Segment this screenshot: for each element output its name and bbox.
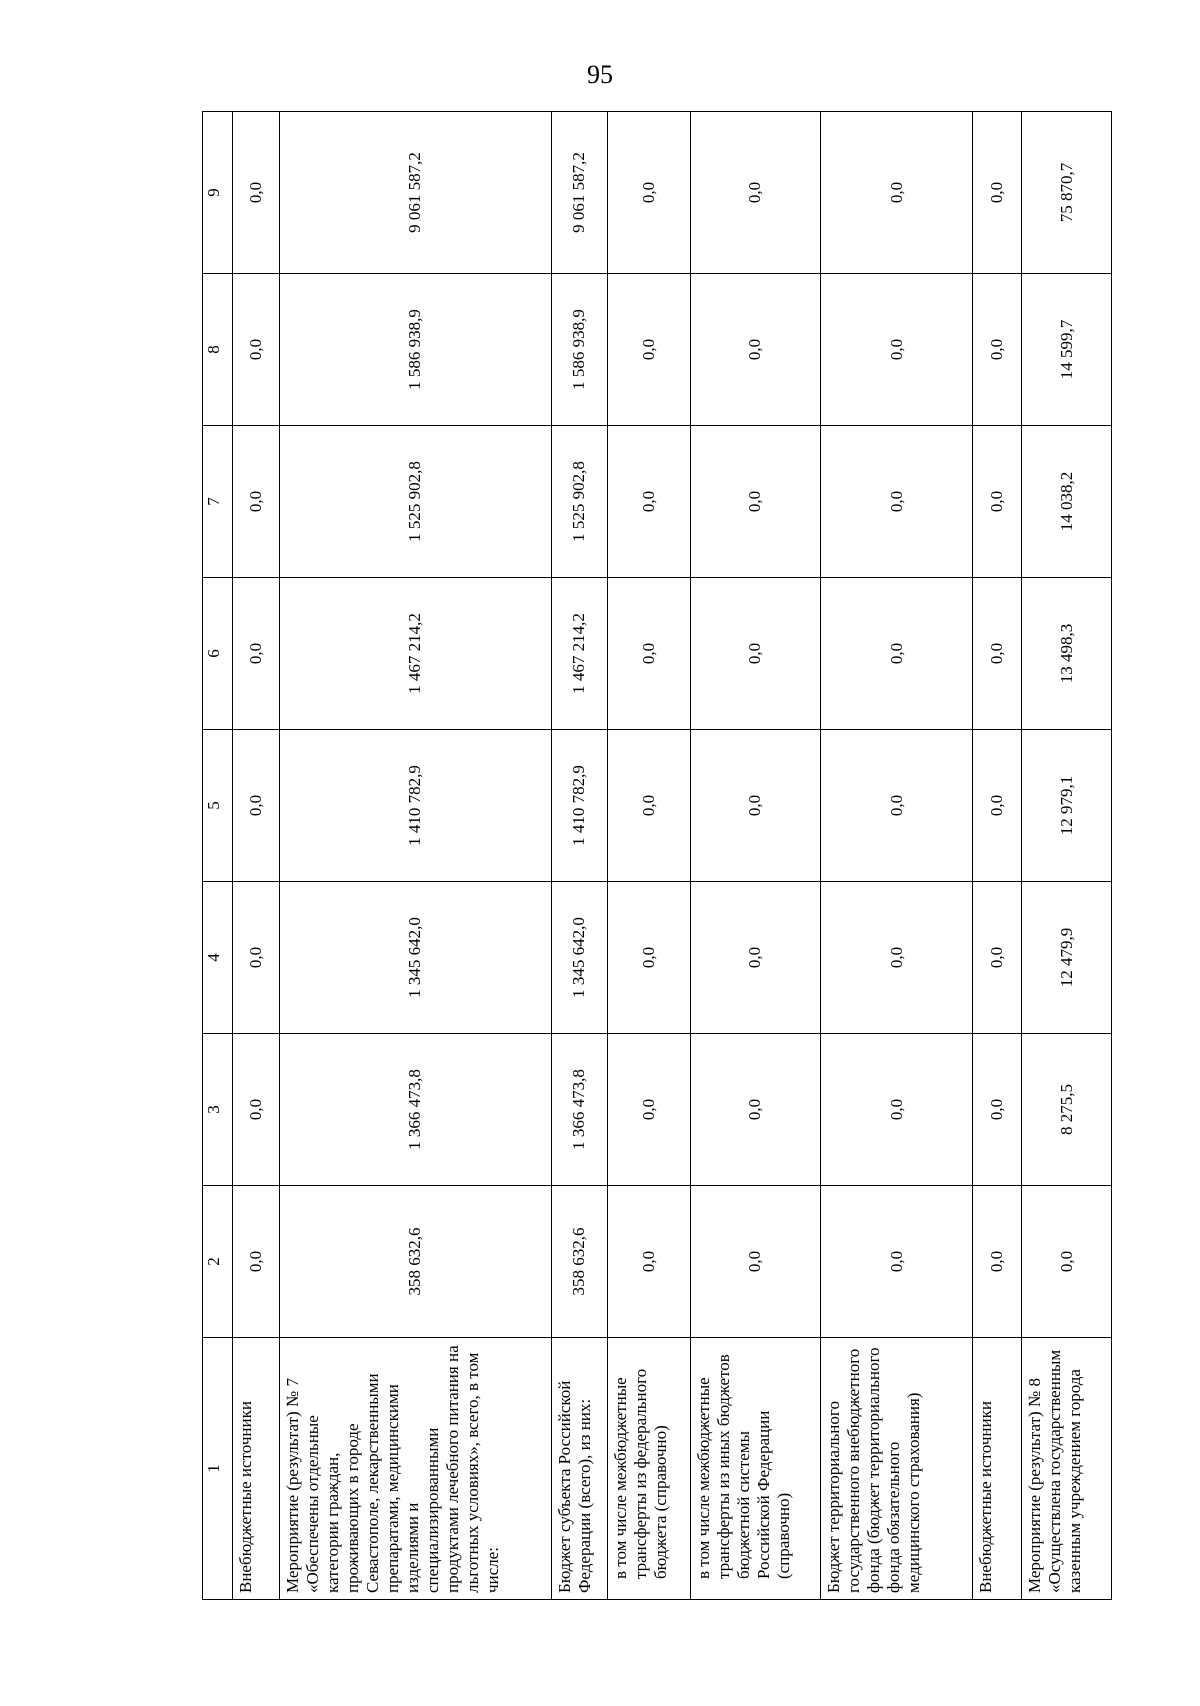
cell-value: 0,0 bbox=[232, 426, 279, 578]
cell-value: 8 275,5 bbox=[1022, 1034, 1112, 1186]
column-header: 8 bbox=[203, 274, 233, 426]
cell-value: 0,0 bbox=[821, 1186, 973, 1338]
cell-value: 9 061 587,2 bbox=[279, 112, 551, 274]
column-header: 3 bbox=[203, 1034, 233, 1186]
row-label: Внебюджетные источники bbox=[232, 1338, 279, 1600]
cell-value: 0,0 bbox=[608, 274, 691, 426]
cell-value: 1 345 642,0 bbox=[551, 882, 607, 1034]
cell-value: 0,0 bbox=[973, 578, 1022, 730]
cell-value: 13 498,3 bbox=[1022, 578, 1112, 730]
cell-value: 0,0 bbox=[608, 112, 691, 274]
cell-value: 0,0 bbox=[821, 1034, 973, 1186]
cell-value: 0,0 bbox=[821, 578, 973, 730]
page-number: 95 bbox=[587, 60, 613, 89]
cell-value: 0,0 bbox=[973, 882, 1022, 1034]
column-header: 9 bbox=[203, 112, 233, 274]
cell-value: 0,0 bbox=[973, 730, 1022, 882]
cell-value: 0,0 bbox=[232, 112, 279, 274]
cell-value: 0,0 bbox=[821, 882, 973, 1034]
cell-value: 0,0 bbox=[973, 426, 1022, 578]
cell-value: 0,0 bbox=[821, 274, 973, 426]
column-header: 1 bbox=[203, 1338, 233, 1600]
column-header: 5 bbox=[203, 730, 233, 882]
row-label: Мероприятие (результат) № 8 «Осуществлена государственным казенным учреждением города bbox=[1022, 1338, 1112, 1600]
cell-value: 1 586 938,9 bbox=[551, 274, 607, 426]
cell-value: 0,0 bbox=[690, 274, 820, 426]
cell-value: 358 632,6 bbox=[551, 1186, 607, 1338]
table-row bbox=[821, 112, 973, 1600]
cell-value: 0,0 bbox=[690, 730, 820, 882]
cell-value: 0,0 bbox=[232, 1034, 279, 1186]
budget-table bbox=[202, 111, 1112, 1600]
table-row bbox=[232, 112, 279, 1600]
cell-value: 1 467 214,2 bbox=[279, 578, 551, 730]
cell-value: 0,0 bbox=[232, 882, 279, 1034]
row-label: Внебюджетные источники bbox=[973, 1338, 1022, 1600]
cell-value: 1 345 642,0 bbox=[279, 882, 551, 1034]
row-label: в том числе межбюджетные трансферты из иных бюджетов бюджетной системы Российской Федерации (справочно) bbox=[690, 1338, 820, 1600]
cell-value: 0,0 bbox=[690, 1186, 820, 1338]
row-label: в том числе межбюджетные трансферты из федерального бюджета (справочно) bbox=[608, 1338, 691, 1600]
cell-value: 0,0 bbox=[973, 274, 1022, 426]
cell-value: 0,0 bbox=[608, 882, 691, 1034]
cell-value: 358 632,6 bbox=[279, 1186, 551, 1338]
cell-value: 12 479,9 bbox=[1022, 882, 1112, 1034]
cell-value: 0,0 bbox=[608, 1034, 691, 1186]
cell-value: 0,0 bbox=[690, 112, 820, 274]
table-row bbox=[608, 112, 691, 1600]
cell-value: 0,0 bbox=[690, 578, 820, 730]
cell-value: 0,0 bbox=[232, 730, 279, 882]
cell-value: 0,0 bbox=[690, 882, 820, 1034]
cell-value: 0,0 bbox=[973, 1186, 1022, 1338]
cell-value: 0,0 bbox=[1022, 1186, 1112, 1338]
cell-value: 1 525 902,8 bbox=[551, 426, 607, 578]
cell-value: 1 366 473,8 bbox=[279, 1034, 551, 1186]
cell-value: 0,0 bbox=[690, 1034, 820, 1186]
column-header: 2 bbox=[203, 1186, 233, 1338]
row-label: Бюджет субъекта Российской Федерации (всего), из них: bbox=[551, 1338, 607, 1600]
cell-value: 1 410 782,9 bbox=[551, 730, 607, 882]
cell-value: 0,0 bbox=[973, 112, 1022, 274]
cell-value: 0,0 bbox=[690, 426, 820, 578]
cell-value: 0,0 bbox=[821, 730, 973, 882]
cell-value: 0,0 bbox=[608, 1186, 691, 1338]
cell-value: 1 586 938,9 bbox=[279, 274, 551, 426]
table-row bbox=[690, 112, 820, 1600]
cell-value: 0,0 bbox=[608, 578, 691, 730]
column-header: 4 bbox=[203, 882, 233, 1034]
cell-value: 12 979,1 bbox=[1022, 730, 1112, 882]
cell-value: 1 467 214,2 bbox=[551, 578, 607, 730]
cell-value: 9 061 587,2 bbox=[551, 112, 607, 274]
column-header: 7 bbox=[203, 426, 233, 578]
cell-value: 1 525 902,8 bbox=[279, 426, 551, 578]
budget-table-rotated bbox=[202, 112, 1112, 1600]
cell-value: 1 410 782,9 bbox=[279, 730, 551, 882]
table-header-row bbox=[203, 112, 233, 1600]
table-row bbox=[973, 112, 1022, 1600]
row-label: Мероприятие (результат) № 7 «Обеспечены отдельные категории граждан, проживающих в городе Севастополе, лекарственными препаратами, медицинскими изделиями и специализированными продуктами лечебного питания на льготных условиях», всего, в том числе: bbox=[279, 1338, 551, 1600]
table-row bbox=[551, 112, 607, 1600]
cell-value: 0,0 bbox=[232, 1186, 279, 1338]
table-row bbox=[279, 112, 551, 1600]
cell-value: 75 870,7 bbox=[1022, 112, 1112, 274]
cell-value: 0,0 bbox=[232, 578, 279, 730]
cell-value: 14 599,7 bbox=[1022, 274, 1112, 426]
table-row bbox=[1022, 112, 1112, 1600]
column-header: 6 bbox=[203, 578, 233, 730]
cell-value: 0,0 bbox=[821, 426, 973, 578]
cell-value: 0,0 bbox=[973, 1034, 1022, 1186]
cell-value: 14 038,2 bbox=[1022, 426, 1112, 578]
cell-value: 0,0 bbox=[821, 112, 973, 274]
cell-value: 0,0 bbox=[608, 426, 691, 578]
cell-value: 1 366 473,8 bbox=[551, 1034, 607, 1186]
row-label: Бюджет территориального государственного внебюджетного фонда (бюджет территориального фонда обязательного медицинского страхования) bbox=[821, 1338, 973, 1600]
cell-value: 0,0 bbox=[608, 730, 691, 882]
cell-value: 0,0 bbox=[232, 274, 279, 426]
